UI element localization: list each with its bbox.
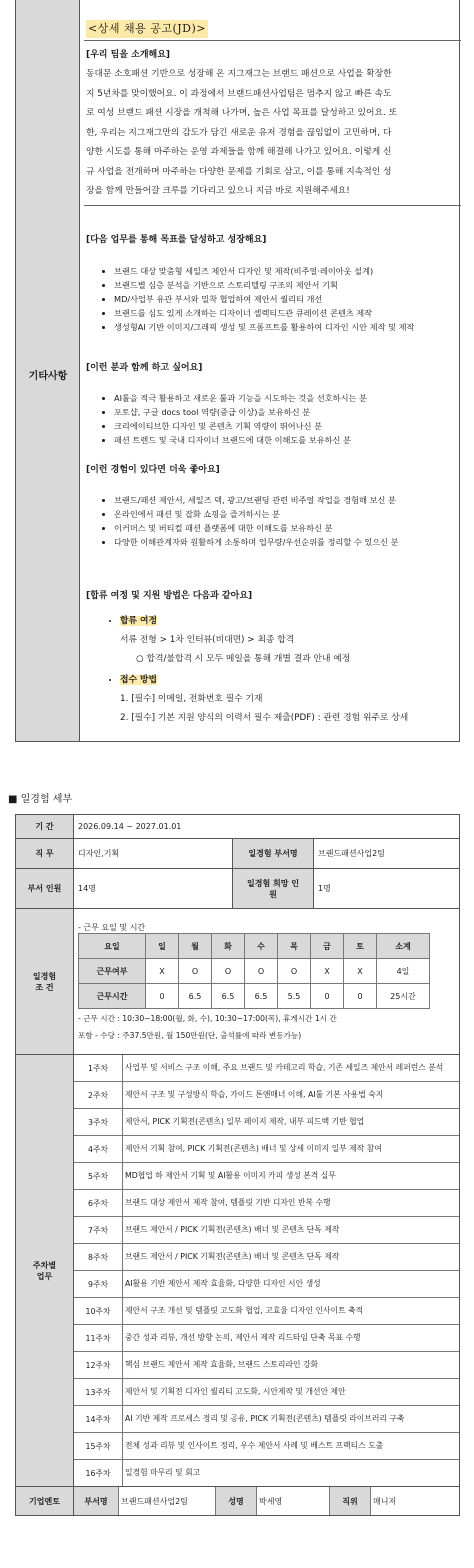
- week-row: [74, 1244, 459, 1271]
- intro-line: 규 사업을 전개하며 마주하는 다양한 문제를 기회로 삼고, 이를 통해 지속적인 성: [86, 166, 392, 177]
- intro-line: 한, 우리는 지그재그만의 감도가 담긴 새로운 유저 경험을 끊임없이 고민하며, 다: [86, 127, 392, 138]
- week-task: 제안서, PICK 기획전(콘텐츠) 일부 페이지 제작, 내부 피드백 기반 협업: [123, 1109, 460, 1136]
- time-note: - 근무 시간 : 10:30~18:00(월, 화, 수), 10:30~17:00(목), 휴게시간 1시 간: [78, 1014, 337, 1023]
- plus-item: • 온라인에서 패션 및 잡화 쇼핑을 즐겨하시는 분: [114, 507, 454, 521]
- schedule-cell: 근무여부: [79, 959, 146, 984]
- schedule-cell: O: [278, 959, 311, 984]
- intro-box: [84, 40, 461, 206]
- schedule-cell: O: [179, 959, 212, 984]
- want-label-line: 일경험 희망 인: [247, 878, 299, 888]
- task-item: • 브랜드별 심층 분석을 기반으로 스토리텔링 구조의 제안서 기획: [114, 278, 454, 292]
- plus-item: • 브랜드/패션 제안서, 세일즈 덱, 광고/브랜딩 관련 비주얼 작업을 경험해 보신 분: [114, 493, 454, 507]
- apply-item: [120, 671, 460, 728]
- week-label: 5주차: [74, 1163, 123, 1190]
- period-value: 2026.09.14 ~ 2027.01.01: [74, 815, 460, 839]
- mentor-name-label: 성명: [216, 1487, 257, 1515]
- task-list: [84, 264, 454, 334]
- weekly-label: [16, 1055, 74, 1487]
- schedule-work-row: [79, 959, 430, 984]
- schedule-header-cell: 화: [212, 934, 245, 959]
- week-task: 브랜드 제안서 / PICK 기획전(콘텐츠) 배너 및 콘텐츠 단독 제작: [123, 1217, 460, 1244]
- week-row: [74, 1352, 459, 1379]
- mentor-dept-label: 부서명: [74, 1487, 119, 1515]
- period-row: [16, 815, 460, 839]
- week-task: 핵심 브랜드 제안서 제작 효율화, 브랜드 스토리라인 강화: [123, 1352, 460, 1379]
- task-item: • 생성형AI 기반 이미지/그래픽 생성 및 프롬프트를 활용하여 디자인 시안 제작 및 제작: [114, 320, 454, 334]
- week-label: 16주차: [74, 1460, 123, 1487]
- schedule-cell: 0: [311, 984, 344, 1009]
- week-row: [74, 1271, 459, 1298]
- dept-value: 브랜드패션사업2팀: [314, 839, 460, 869]
- plus-item: • 이커머스 및 버티컬 패션 플랫폼에 대한 이해도를 보유하신 분: [114, 521, 454, 535]
- week-task: 전체 성과 리뷰 및 인사이트 정리, 우수 제안서 사례 및 베스트 프랙티스 도출: [123, 1433, 460, 1460]
- intro-line: 로 여성 브랜드 패션 시장을 개척해 나가며, 높은 사업 목표를 달성하고 있어요. 또: [86, 108, 398, 118]
- week-label: 4주차: [74, 1136, 123, 1163]
- schedule-cell: O: [212, 959, 245, 984]
- week-label: 9주차: [74, 1271, 123, 1298]
- week-row: [74, 1190, 459, 1217]
- week-row: [74, 1082, 459, 1109]
- week-row: [74, 1406, 459, 1433]
- week-label: 10주차: [74, 1298, 123, 1325]
- schedule-header-cell: 수: [245, 934, 278, 959]
- plus-item: • 다양한 이해관계자와 원활하게 소통하며 업무량/우선순위를 정리할 수 있으신 분: [114, 535, 454, 549]
- mentor-table: [74, 1487, 459, 1515]
- week-task: 제안서 및 기획전 디자인 퀄리티 고도화, 시안제작 및 개선안 제안: [123, 1379, 460, 1406]
- week-task: 제안서 구조 개선 및 템플릿 고도화 협업, 고효율 디자인 인사이트 축적: [123, 1298, 460, 1325]
- process-label: 합류 여정: [120, 616, 158, 626]
- want-item: • AI툴을 적극 활용하고 새로운 툴과 기능을 시도하는 것을 선호하시는 분: [114, 391, 454, 405]
- week-row: [74, 1325, 459, 1352]
- weekly-content: [74, 1055, 460, 1487]
- plus-list: [84, 493, 454, 549]
- mentor-dept-value: 브랜드패션사업2팀: [119, 1487, 216, 1515]
- week-task: 일경험 마무리 및 회고: [123, 1460, 460, 1487]
- mentor-inner-row: [74, 1487, 459, 1515]
- process-text: 서류 전형 > 1차 인터뷰(비대면) > 최종 합격: [120, 635, 295, 645]
- weekly-table: [74, 1055, 459, 1486]
- schedule-cell: X: [344, 959, 377, 984]
- schedule-cell: 6.5: [245, 984, 278, 1009]
- schedule-header-cell: 일: [146, 934, 179, 959]
- week-row: [74, 1055, 459, 1082]
- schedule-cell: 6.5: [212, 984, 245, 1009]
- apply-label: 접수 방법: [120, 675, 158, 685]
- week-label: 7주차: [74, 1217, 123, 1244]
- week-task: 중간 성과 리뷰, 개선 방향 논의, 제안서 제작 리드타임 단축 목표 수행: [123, 1325, 460, 1352]
- intro-heading: [우리 팀을 소개해요]: [86, 50, 171, 60]
- process-list: [84, 612, 460, 728]
- mentor-pos-label: 직위: [330, 1487, 371, 1515]
- week-row: [74, 1433, 459, 1460]
- section-title: ■ 일경험 세부: [8, 794, 73, 805]
- want-count-value: 1명: [314, 869, 460, 909]
- week-task: MD협업 하 제안서 기획 및 AI활용 이미지 카피 생성 본격 실무: [123, 1163, 460, 1190]
- week-label: 8주차: [74, 1244, 123, 1271]
- schedule-cell: O: [245, 959, 278, 984]
- task-item: • 브랜드를 심도 있게 소개하는 디자이너 셀렉티드관 큐레이션 콘텐츠 제작: [114, 306, 454, 320]
- week-task: AI활용 기반 제안서 제작 효율화, 다양한 디자인 시안 생성: [123, 1271, 460, 1298]
- week-label: 15주차: [74, 1433, 123, 1460]
- cond-label-line: 일경험: [32, 971, 57, 981]
- pay-note: 포함 - 수당 : 주37.5만원, 월 150만원(단, 출석률에 따라 변동가능): [78, 1031, 302, 1040]
- week-task: AI 기반 제작 프로세스 정리 및 공유, PICK 기획전(콘텐츠) 템플릿 라이브러리 구축: [123, 1406, 460, 1433]
- schedule-header-cell: 소계: [377, 934, 430, 959]
- want-item: • 포토샵, 구글 docs tool 역량(중급 이상)을 보유하신 분: [114, 405, 454, 419]
- week-task: 제안서 기획 참여, PICK 기획전(콘텐츠) 배너 및 상세 이미지 일부 제작 참여: [123, 1136, 460, 1163]
- intro-line: 동대문 소호패션 기반으로 성장해 온 지그재그는 브랜드 패션으로 사업을 확장한: [86, 69, 392, 79]
- condition-content: [74, 909, 460, 1055]
- week-label: 3주차: [74, 1109, 123, 1136]
- cond-note: - 근무 요일 및 시간: [78, 923, 146, 932]
- mentor-pos-value: 매니저: [371, 1487, 460, 1515]
- mentor-row: [16, 1487, 460, 1516]
- week-row: [74, 1298, 459, 1325]
- process-heading: [합류 여정 및 지원 방법은 다음과 같아요]: [86, 591, 253, 601]
- weekly-row: [16, 1055, 460, 1487]
- week-row: [74, 1163, 459, 1190]
- apply-line: 1. [필수] 이메일, 전화번호 필수 기재: [120, 694, 263, 704]
- schedule-cell: 25시간: [377, 984, 430, 1009]
- schedule-table: [78, 933, 430, 1009]
- week-task: 브랜드 제안서 / PICK 기획전(콘텐츠) 배너 및 콘텐츠 단독 제작: [123, 1244, 460, 1271]
- job-value: 디자인,기획: [74, 839, 233, 869]
- jd-section: [15, 0, 460, 742]
- task-item: • 브랜드 대상 맞춤형 세일즈 제안서 디자인 및 제작(비주얼·레이아웃 설계): [114, 264, 454, 278]
- week-label: 6주차: [74, 1190, 123, 1217]
- schedule-header-cell: 목: [278, 934, 311, 959]
- week-row: [74, 1460, 459, 1487]
- intro-line: 양한 시도를 통해 마주하는 운영 과제들을 함께 해결해 나가고 있어요. 이렇게 신: [86, 147, 392, 157]
- process-item: [120, 612, 460, 669]
- week-label: 1주차: [74, 1055, 123, 1082]
- schedule-header-cell: 월: [179, 934, 212, 959]
- want-list: [84, 391, 454, 447]
- schedule-cell: 5.5: [278, 984, 311, 1009]
- weekly-label-line: 업무: [36, 1271, 53, 1281]
- weekly-label-line: 주차별: [32, 1260, 57, 1270]
- cond-label-line: 조 건: [35, 982, 54, 992]
- week-task: 제안서 구조 및 구성방식 학습, 가이드 톤앤매너 이해, AI툴 기본 사용법 숙지: [123, 1082, 460, 1109]
- schedule-cell: 근무시간: [79, 984, 146, 1009]
- week-row: [74, 1379, 459, 1406]
- week-label: 14주차: [74, 1406, 123, 1433]
- schedule-header-cell: 금: [311, 934, 344, 959]
- schedule-cell: 0: [146, 984, 179, 1009]
- intro-paragraph: [86, 65, 456, 202]
- process-sub-text: 합격/불합격 시 모두 메일을 통해 개별 결과 안내 예정: [146, 654, 351, 664]
- week-task: 브랜드 대상 제안서 제작 참여, 템플릿 기반 디자인 반복 수행: [123, 1190, 460, 1217]
- condition-label: [16, 909, 74, 1055]
- mentor-label: 기업멘토: [16, 1487, 74, 1516]
- intro-line: 장을 함께 만들어갈 크루를 기다리고 있으니 지금 바로 지원해주세요!: [86, 186, 350, 196]
- week-row: [74, 1109, 459, 1136]
- task-heading: [다음 업무를 통해 목표를 달성하고 성장해요]: [86, 235, 267, 245]
- task-item: • MD/사업부 유관 부서와 밀착 협업하여 제안서 퀄리티 개선: [114, 292, 454, 306]
- week-label: 2주차: [74, 1082, 123, 1109]
- week-label: 11주차: [74, 1325, 123, 1352]
- schedule-cell: 6.5: [179, 984, 212, 1009]
- dept-label: 일경험 부서명: [233, 839, 314, 869]
- want-item: • 패션 트렌드 및 국내 디자이너 브랜드에 대한 이해도를 보유하신 분: [114, 433, 454, 447]
- week-label: 13주차: [74, 1379, 123, 1406]
- jd-title: <상세 채용 공고(JD)>: [86, 20, 208, 38]
- schedule-cell: X: [146, 959, 179, 984]
- period-label: 기 간: [16, 815, 74, 839]
- side-label-cell: [16, 0, 80, 741]
- work-detail-table: [15, 814, 460, 1516]
- mentor-content: [74, 1487, 460, 1516]
- staff-label: 부서 인원: [16, 869, 74, 909]
- schedule-cell: 4일: [377, 959, 430, 984]
- plus-heading: [이런 경험이 있다면 더욱 좋아요]: [86, 465, 220, 475]
- intro-line: 지 5년차를 맞이했어요. 이 과정에서 브랜드패션사업팀은 멈추지 않고 빠른 속도: [86, 88, 392, 99]
- job-row: [16, 839, 460, 869]
- week-row: [74, 1217, 459, 1244]
- job-label: 직 무: [16, 839, 74, 869]
- schedule-hours-row: [79, 984, 430, 1009]
- schedule-cell: X: [311, 959, 344, 984]
- mentor-name-value: 박세영: [257, 1487, 330, 1515]
- week-row: [74, 1136, 459, 1163]
- schedule-header-cell: 토: [344, 934, 377, 959]
- schedule-header-row: [79, 934, 430, 959]
- staff-row: [16, 869, 460, 909]
- schedule-header-cell: 요일: [79, 934, 146, 959]
- week-label: 12주차: [74, 1352, 123, 1379]
- condition-row: [16, 909, 460, 1055]
- week-task: 사업부 및 서비스 구조 이해, 주요 브랜드 및 카테고리 학습, 기존 세일즈 제안서 레퍼런스 분석: [123, 1055, 460, 1082]
- want-item: • 크리에이티브한 디자인 및 콘텐츠 기획 역량이 뛰어나신 분: [114, 419, 454, 433]
- apply-line: 2. [필수] 기본 지원 양식의 이력서 필수 제출(PDF) : 관련 경험 위주로 상세: [120, 713, 409, 723]
- want-heading: [이런 분과 함께 하고 싶어요]: [86, 363, 203, 373]
- side-label: 기타사항: [28, 371, 68, 382]
- schedule-cell: 0: [344, 984, 377, 1009]
- want-count-label: [233, 869, 314, 909]
- staff-value: 14명: [74, 869, 233, 909]
- process-sub: ○ 합격/불합격 시 모두 메일을 통해 개별 결과 안내 예정: [136, 654, 351, 664]
- want-label-line: 원: [269, 889, 277, 899]
